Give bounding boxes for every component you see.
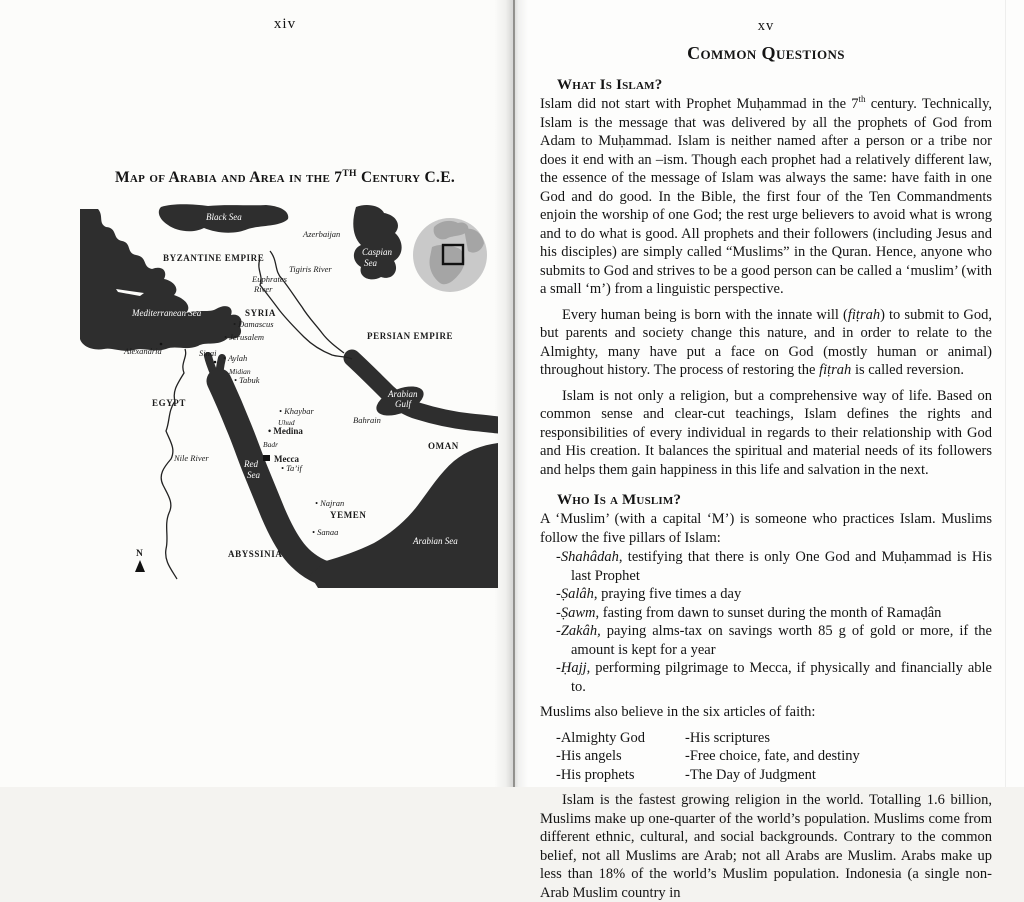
- article-item: -The Day of Judgment: [685, 766, 816, 783]
- map-label-mediterranean: Mediterranean Sea: [132, 308, 202, 318]
- map-title-text: Map of Arabia and Area in the 7: [114, 169, 343, 186]
- map-label-syria: SYRIA: [245, 308, 277, 318]
- sinai-dot: [214, 361, 217, 364]
- para1-text-b: century. Technically, Islam is the message that was delivered by all the prophets of God from Adam to Muḥammad. Islam is neither named after a person or a tribe nor does it end with an –ism. Though each prophet had a relatively different law, the essence of the message of Islam was always the same: have faith in one God and do good. In the Bible, the first four of the Ten Commandments enjoin the worship of one God; the rest urge believers to avoid what is wrong and to do what is good. All prophets and their followers (including Jesus and his disciples) are simply called “Muslims” in the Quran. Hence, anyone who submits to God and strives to be a good person can be called a ‘muslim’ (with a small ‘m’) from a linguistic perspective.: [540, 96, 993, 297]
- six-articles-list: [540, 729, 992, 785]
- pillar-dash: -: [556, 586, 561, 602]
- map-label-tigris: Tigiris River: [289, 264, 332, 274]
- left-book-page: [0, 0, 512, 787]
- nile-river-line: [161, 349, 186, 579]
- pillar-text: , performing pilgrimage to Mecca, if physically and financially able to.: [571, 660, 992, 695]
- para2-text-c: is called reversion.: [851, 362, 965, 378]
- map-label-black-sea: Black Sea: [206, 212, 242, 222]
- article-item: -Almighty God: [556, 729, 646, 746]
- map-label-azerbaijan: Azerbaijan: [303, 229, 341, 239]
- pillar-item-sawm: [540, 604, 992, 623]
- alexandria-dot: [160, 343, 163, 346]
- map-label-tabuk: • Tabuk: [234, 375, 260, 385]
- article-item: -His scriptures: [685, 729, 770, 746]
- map-title-superscript: TH: [342, 167, 357, 179]
- para1-text-a: Islam did not start with Prophet Muḥammad in the 7: [540, 96, 859, 112]
- map-label-najran: • Najran: [315, 498, 345, 508]
- map-label-damascus: • Damascus: [233, 319, 274, 329]
- map-label-gulf-2: Gulf: [395, 399, 412, 409]
- paragraph-what-is-islam-3: Islam is not only a religion, but a comprehensive way of life. Based on common sense and clear-cut teachings, Islam defines the rights and responsibilities of every individual in regards to their relationship with God and His creation. It balances the spiritual and material needs of its followers and helps them gain happiness in this life and salvation in the next.: [540, 387, 992, 478]
- paragraph-articles-intro: Muslims also believe in the six articles of faith:: [540, 704, 816, 720]
- map-label-euphrates-1: Euphrates: [252, 274, 287, 284]
- para2-italic-fitrah-2: fiṭrah: [819, 362, 852, 378]
- map-label-caspian-2: Sea: [364, 258, 377, 268]
- north-arrow-icon: [135, 560, 145, 572]
- para1-superscript: th: [858, 94, 866, 105]
- map-label-yemen: YEMEN: [330, 510, 367, 520]
- section-heading-who-is-muslim: Who Is a Muslim?: [557, 492, 682, 508]
- map-label-euphrates-2: River: [254, 284, 273, 294]
- map-label-nile: Nile River: [174, 453, 209, 463]
- article-item: -His prophets: [556, 766, 635, 783]
- cyprus-island: [196, 300, 210, 306]
- chapter-title: Common Questions: [687, 43, 845, 63]
- para2-italic-fitrah-1: fiṭrah: [847, 306, 881, 323]
- map-label-arabian-sea: Arabian Sea: [413, 536, 458, 546]
- map-label-red-1: Red: [244, 459, 258, 469]
- map-label-midian: Midian: [229, 367, 251, 376]
- map-label-bahrain: Bahrain: [353, 415, 381, 425]
- pillar-text: , testifying that there is only One God and Muḥammad is His last Prophet: [571, 549, 992, 584]
- right-page-content: [540, 0, 992, 902]
- map-label-sanaa: • Sanaa: [312, 527, 339, 537]
- pillar-dash: -: [556, 623, 561, 639]
- paragraph-what-is-islam-1: [540, 95, 992, 299]
- map-label-mecca: Mecca: [274, 454, 299, 464]
- map-label-byzantine-empire: BYZANTINE EMPIRE: [163, 253, 265, 263]
- map-title: [40, 169, 530, 187]
- pillar-item-hajj: [540, 659, 992, 696]
- paragraph-what-is-islam-2: [540, 306, 992, 380]
- pillar-dash: -: [556, 660, 561, 676]
- map-label-red-2: Sea: [247, 470, 260, 480]
- map-label-caspian-1: Caspian: [362, 247, 393, 257]
- pillar-item-salah: [540, 585, 992, 604]
- pillar-text: , fasting from dawn to sunset during the month of Ramaḍân: [595, 604, 942, 621]
- para2-text-b: ) to submit to God, but parents and society change this nature, and in order to relate to the Almighty, many have put a face on God (mostly human or animal) throughout history. The process of restoring the: [540, 306, 992, 378]
- pillar-term: Zakâh,: [560, 623, 601, 639]
- article-item: -His angels: [556, 748, 622, 764]
- map-label-jerusalem: • Jerusalem: [224, 332, 265, 342]
- pillar-term: Ḥajj: [560, 660, 587, 676]
- map-label-uhud: Uhud: [278, 418, 295, 427]
- map-label-aylah: • Aylah: [223, 353, 248, 363]
- arabia-map: [68, 203, 498, 588]
- section-heading-what-is-islam: What Is Islam?: [557, 77, 663, 93]
- pillar-dash: -: [556, 549, 561, 565]
- map-label-alexandria: Alexandria: [124, 346, 162, 356]
- paragraph-closing: Islam is the fastest growing religion in the world. Totalling 1.6 billion, Muslims make up one-quarter of the world’s population. Muslims come from different ethnic, cultural, and social backgrounds. Contrary to the common belief, not all Muslims are Arab; not all Arabs are Muslim. Arabs make up less than 18% of the world’s Muslim population. Indonesia (a single non-Arab Muslim country in: [540, 792, 992, 901]
- pillar-item-shahadah: [540, 548, 992, 585]
- article-item: -Free choice, fate, and destiny: [685, 748, 860, 764]
- arabia-map-svg: [68, 203, 498, 588]
- articles-column-2: [685, 729, 965, 785]
- paragraph-who-intro: A ‘Muslim’ (with a capital ‘M’) is someone who practices Islam. Muslims follow the five pillars of Islam:: [540, 511, 992, 546]
- pillar-text: paying alms-tax on savings worth 85 g of gold or more, if the amount is kept for a year: [571, 623, 992, 658]
- map-label-badr: Badr: [263, 440, 278, 449]
- map-label-taif: • Ta’if: [281, 463, 302, 473]
- map-label-khaybar: • Khaybar: [279, 406, 314, 416]
- map-label-abyssinia: ABYSSINIA: [228, 549, 283, 559]
- pillar-dash: -: [556, 604, 561, 621]
- pillar-text: , praying five times a day: [593, 586, 742, 602]
- five-pillars-list: [540, 548, 992, 696]
- map-label-egypt: EGYPT: [152, 398, 187, 408]
- map-label-sinai: Sinai: [199, 348, 217, 358]
- pillar-item-zakah: [540, 622, 992, 659]
- map-compass-label: N: [136, 549, 143, 559]
- map-label-medina: • Medina: [268, 426, 303, 436]
- pillar-term: Ṣalâh: [560, 586, 594, 602]
- para2-text-a: Every human being is born with the innate will (: [562, 306, 848, 323]
- mecca-marker: [263, 455, 270, 461]
- map-label-persian-empire: PERSIAN EMPIRE: [367, 331, 454, 341]
- map-label-gulf-1: Arabian: [388, 389, 418, 399]
- right-page-number: xv: [757, 18, 775, 34]
- left-page-number: xiv: [273, 16, 297, 32]
- map-title-rest: Century C.E.: [356, 169, 456, 186]
- articles-column-1: [556, 729, 685, 785]
- pillar-term: Ṣawm: [560, 604, 596, 621]
- map-label-oman: OMAN: [428, 441, 459, 451]
- pillar-term: Shahâdah: [560, 549, 619, 565]
- caspian-sea-shape: [353, 205, 401, 279]
- red-sea-shape: [219, 381, 339, 576]
